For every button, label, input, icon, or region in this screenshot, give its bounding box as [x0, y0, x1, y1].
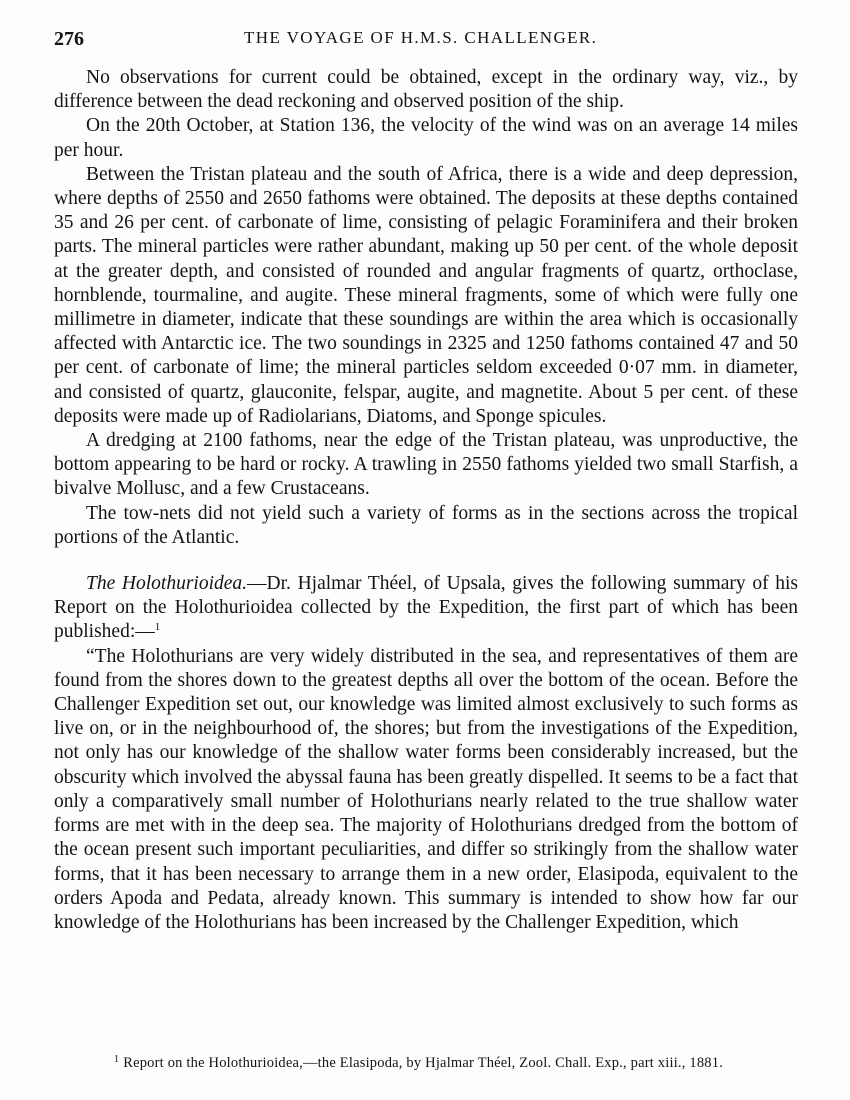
page-number: 276	[54, 28, 84, 50]
paragraph-deposits: Between the Tristan plateau and the south of Africa, there is a wide and deep depression, where depths of 2550 and 2650 fathoms were obtained. The deposits at these depths contained 35 and 26 per cent. of carbonate of lime, consisting of pelagic Foraminifera and their broken parts. The mineral particles were rather abundant, making up 50 per cent. of the whole deposit at the greater depth, and consisted of rounded and angular fragments of quartz, orthoclase, hornblende, tourmaline, and augite. These mineral fragments, some of which were fully one millimetre in diameter, indicate that these soundings are within the area which is occasionally affected with Antarctic ice. The two soundings in 2325 and 1250 fathoms contained 47 and 50 per cent. of carbonate of lime; the mineral particles seldom exceeded 0·07 mm. in diameter, and consisted of quartz, glauconite, felspar, augite, and magnetite. About 5 per cent. of these deposits were made up of Radiolarians, Diatoms, and Sponge spicules.	[54, 163, 798, 427]
page-header	[54, 22, 798, 52]
footnote-marker: 1	[114, 1054, 120, 1065]
paragraph-wind-velocity: On the 20th October, at Station 136, the velocity of the wind was on an average 14 miles per hour.	[54, 115, 798, 161]
paragraph-dredging: A dredging at 2100 fathoms, near the edge of the Tristan plateau, was unproductive, the bottom appearing to be hard or rocky. A trawling in 2550 fathoms yielded two small Starfish, a bivalve Mollusc, and a few Crustaceans.	[54, 430, 798, 500]
section-title: The Holothurioidea.	[86, 573, 248, 595]
body-text	[54, 66, 798, 935]
running-title: THE VOYAGE OF H.M.S. CHALLENGER.	[244, 28, 598, 47]
section-intro-text: —Dr. Hjalmar Théel, of Upsala, gives the following summary of his Report on the Holothurioidea collected by the Expedition, the first part of which has been published:—	[54, 573, 798, 643]
paragraph-holothurians-summary: “The Holothurians are very widely distributed in the sea, and representatives of them are found from the shores down to the greatest depths all over the bottom of the ocean. Before the Challenger Expedition set out, our knowledge was limited almost exclusively to such forms as live on, or in the neighbourhood of, the shores; but from the investigations of the Expedition, not only has our knowledge of the shallow water forms been considerably increased, but the obscurity which involved the abyssal fauna has been greatly dispelled. It seems to be a fact that only a comparatively small number of Holothurians nearly related to the true shallow water forms are met with in the deep sea. The majority of Holothurians dredged from the bottom of the ocean present such important peculiarities, and differ so strikingly from the shallow water forms, that it has been necessary to arrange them in a new order, Elasipoda, equivalent to the orders Apoda and Pedata, already known. This summary is intended to show how far our knowledge of the Holothurians has been increased by the Challenger Expedition, which	[54, 645, 798, 933]
footnote	[114, 1054, 814, 1072]
footnote-reference: 1	[154, 621, 161, 634]
section-gap	[54, 550, 798, 572]
paragraph-holothurioidea-intro	[54, 572, 798, 645]
paragraph-tow-nets: The tow-nets did not yield such a variety of forms as in the sections across the tropical portions of the Atlantic.	[54, 502, 798, 548]
footnote-text: Report on the Holothurioidea,—the Elasipoda, by Hjalmar Théel, Zool. Chall. Exp., part xiii., 1881.	[123, 1055, 724, 1071]
paragraph-current-observations: No observations for current could be obtained, except in the ordinary way, viz., by difference between the dead reckoning and observed position of the ship.	[54, 67, 798, 113]
